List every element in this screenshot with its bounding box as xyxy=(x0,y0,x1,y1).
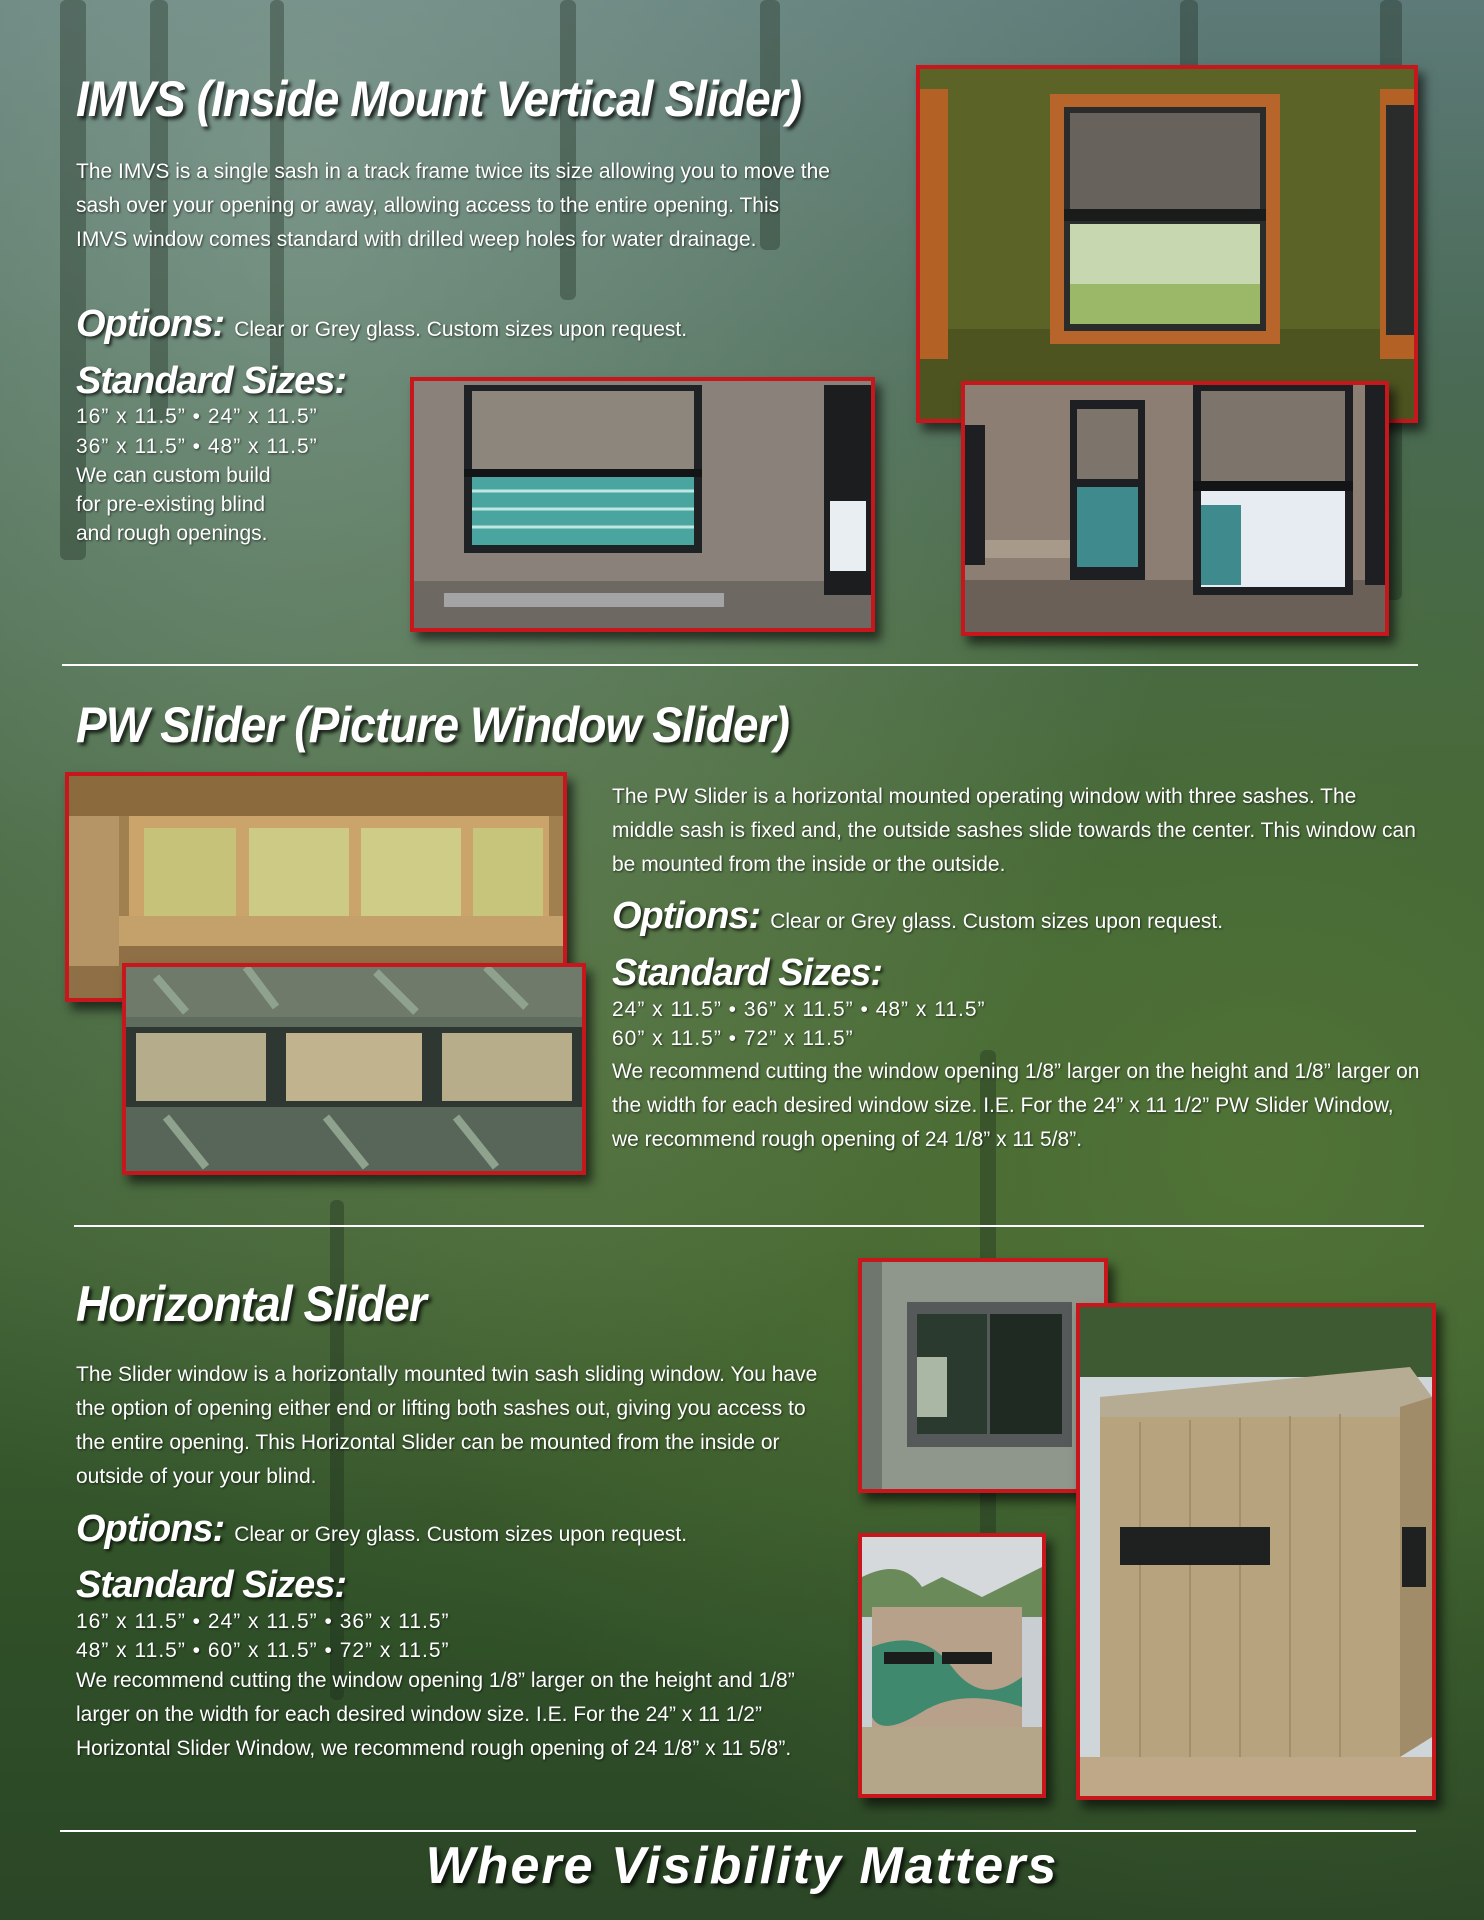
horizontal-slider-description: The Slider window is a horizontally mounted twin sash sliding window. You have the option of opening either end or lifting both sashes out, giving you access to the entire opening. This Horizontal Slider can be mounted from the inside or outside of your your blind. xyxy=(76,1363,818,1488)
imvs-sizes-label: Standard Sizes: xyxy=(76,360,347,402)
imvs-green-wall-photo xyxy=(916,65,1418,423)
imvs-sizes-line2: 36” x 11.5” • 48” x 11.5” xyxy=(76,435,318,458)
pw-camo-exterior-photo xyxy=(122,963,586,1175)
horizontal-slider-recommendation: We recommend cutting the window opening 1/8” larger on the height and 1/8” larger on the width for each desired window size. I.E. For the 24” x 11 1/2” Horizontal Slider Window, we recommend rough opening of 24 1/8” x 11 5/8”. xyxy=(76,1669,795,1760)
section-divider-3 xyxy=(60,1830,1416,1832)
imvs-options xyxy=(76,303,687,346)
horizontal-slider-options-text: Clear or Grey glass. Custom sizes upon request. xyxy=(234,1523,688,1546)
imvs-interior-photo xyxy=(410,377,875,632)
horizontal-slider-sizes-label: Standard Sizes: xyxy=(76,1564,347,1606)
blind-building-photo-image xyxy=(1080,1307,1432,1796)
pw-slider-sizes-label: Standard Sizes: xyxy=(612,952,883,994)
pw-slider-description: The PW Slider is a horizontal mounted operating window with three sashes. The middle sash is fixed and, the outside sashes slide towards the center. This window can be mounted from the inside or the outside. xyxy=(612,785,1416,876)
imvs-two-windows-photo-image xyxy=(965,385,1385,632)
imvs-green-wall-photo-image xyxy=(920,69,1414,419)
footer-slogan: Where Visibility Matters xyxy=(425,1837,1059,1895)
imvs-two-windows-photo xyxy=(961,381,1389,636)
blind-building-photo xyxy=(1076,1303,1436,1800)
section-divider-2 xyxy=(74,1225,1424,1227)
horizontal-slider-sizes-line2: 48” x 11.5” • 60” x 11.5” • 72” x 11.5” xyxy=(76,1639,450,1662)
camo-blind-photo xyxy=(858,1533,1046,1798)
horizontal-window-closeup-photo xyxy=(858,1258,1108,1493)
pw-slider-sizes-line2: 60” x 11.5” • 72” x 11.5” xyxy=(612,1027,854,1050)
horizontal-slider-sizes-line1: 16” x 11.5” • 24” x 11.5” • 36” x 11.5” xyxy=(76,1610,450,1633)
horizontal-window-closeup-photo-image xyxy=(862,1262,1104,1489)
horizontal-slider-title: Horizontal Slider xyxy=(76,1276,426,1332)
horizontal-slider-options-label: Options: xyxy=(76,1508,225,1550)
pw-camo-exterior-photo-image xyxy=(126,967,582,1171)
imvs-options-text: Clear or Grey glass. Custom sizes upon request. xyxy=(234,318,688,341)
imvs-custom-note-1: We can custom build xyxy=(76,464,271,487)
imvs-description: The IMVS is a single sash in a track frame twice its size allowing you to move the sash over your opening or away, allowing access to the entire opening. This IMVS window comes standard with drilled weep holes for water drainage. xyxy=(76,160,830,251)
pw-slider-options-label: Options: xyxy=(612,895,761,937)
section-divider-1 xyxy=(62,664,1418,666)
camo-blind-photo-image xyxy=(862,1537,1042,1794)
imvs-custom-note-3: and rough openings. xyxy=(76,522,268,545)
imvs-title: IMVS (Inside Mount Vertical Slider) xyxy=(76,71,802,127)
pw-slider-recommendation: We recommend cutting the window opening 1/8” larger on the height and 1/8” larger on the width for each desired window size. I.E. For the 24” x 11 1/2” PW Slider Window, we recommend rough opening of 24 1/8” x 11 5/8”. xyxy=(612,1060,1420,1151)
pw-slider-sizes-line1: 24” x 11.5” • 36” x 11.5” • 48” x 11.5” xyxy=(612,998,986,1021)
imvs-interior-photo-image xyxy=(414,381,871,628)
imvs-options-label: Options: xyxy=(76,303,225,345)
imvs-sizes-line1: 16” x 11.5” • 24” x 11.5” xyxy=(76,405,318,428)
pw-slider-title: PW Slider (Picture Window Slider) xyxy=(76,697,789,753)
imvs-custom-note-2: for pre-existing blind xyxy=(76,493,266,516)
pw-slider-options-text: Clear or Grey glass. Custom sizes upon request. xyxy=(770,910,1224,933)
horizontal-slider-options xyxy=(76,1508,687,1551)
pw-slider-options xyxy=(612,895,1223,938)
